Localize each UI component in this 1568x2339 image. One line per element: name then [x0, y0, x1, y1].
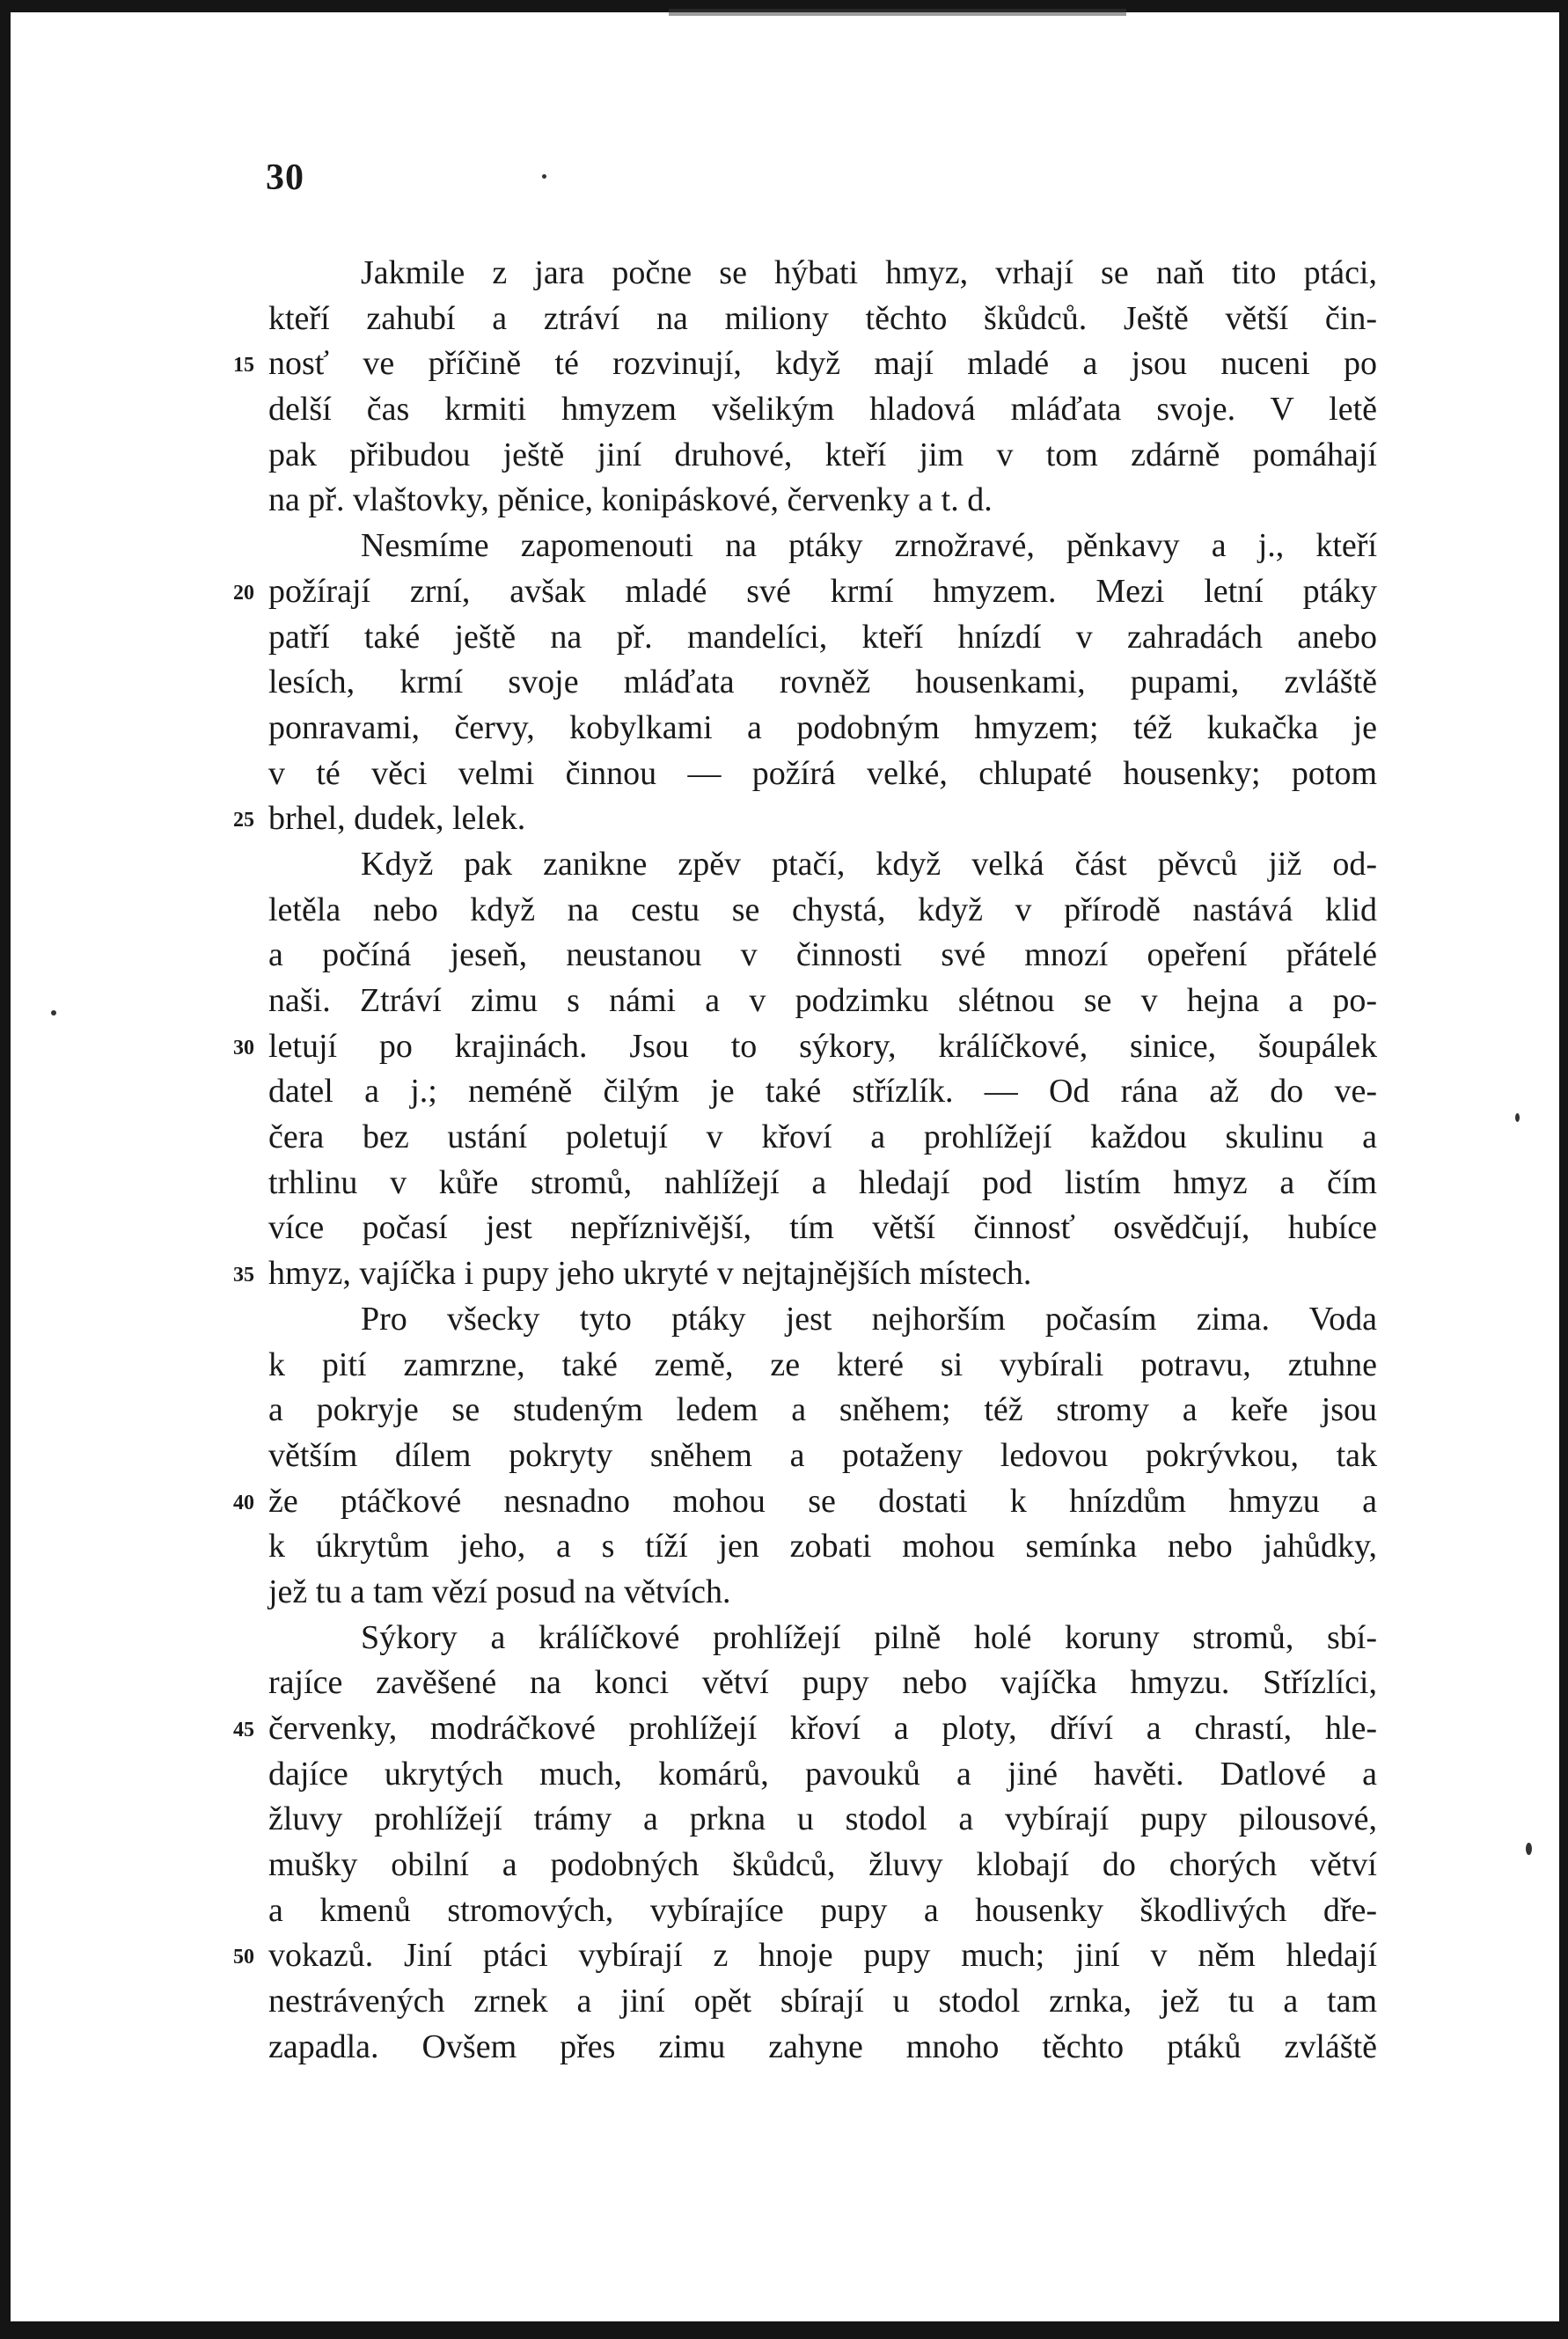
text-line-content: nosť ve příčině té rozvinují, když mají mladé a jsou nuceni po [268, 345, 1377, 383]
text-line-content: Když pak zanikne zpěv ptačí, když velká část pěvců již od- [361, 845, 1377, 883]
text-line-content: větším dílem pokryty sněhem a potaženy ledovou pokrývkou, tak [268, 1436, 1377, 1474]
text-line-content: datel a j.; neméně čilým je také střízlík. — Od rána až do ve- [268, 1073, 1377, 1111]
text-line [233, 1024, 1377, 1070]
text-line [268, 1616, 1377, 1661]
text-line-content: že ptáčkové nesnadno mohou se dostati k hnízdům hmyzu a [268, 1482, 1377, 1520]
body-text [233, 251, 1377, 2071]
text-line-content: ponravami, červy, kobylkami a podobným hmyzem; též kukačka je [268, 708, 1377, 746]
text-line [268, 1979, 1377, 2025]
text-line [233, 1706, 1377, 1752]
text-line [268, 706, 1377, 752]
text-line [268, 1433, 1377, 1479]
text-line-content: k pití zamrzne, také země, ze které si vybírali potravu, ztuhne [268, 1345, 1377, 1383]
text-line-content: hmyz, vajíčka i pupy jeho ukryté v nejtajnějších místech. [268, 1255, 1032, 1293]
text-line [233, 569, 1377, 615]
text-line [268, 387, 1377, 433]
text-line-content: žluvy prohlížejí trámy a prkna u stodol a vybírají pupy pilousové, [268, 1800, 1377, 1838]
line-number: 25 [233, 809, 254, 832]
text-line-content: požírají zrní, avšak mladé své krmí hmyzem. Mezi letní ptáky [268, 572, 1377, 610]
text-line [233, 1933, 1377, 1979]
text-line-content: brhel, dudek, lelek. [268, 800, 526, 838]
text-line-content: a pokryje se studeným ledem a sněhem; též stromy a keře jsou [268, 1391, 1377, 1429]
speck [1515, 1113, 1520, 1122]
text-line-content: Sýkory a králíčkové prohlížejí pilně holé koruny stromů, sbí- [361, 1618, 1377, 1656]
text-line-content: pak přibudou ještě jiní druhové, kteří jim v tom zdárně pomáhají [268, 436, 1377, 473]
text-line-content: patří také ještě na př. mandelíci, kteří hnízdí v zahradách anebo [268, 618, 1377, 656]
text-line [268, 1570, 1377, 1616]
text-line-content: nestrávených zrnek a jiní opět sbírají u stodol zrnka, jež tu a tam [268, 1983, 1377, 2020]
text-line [268, 1343, 1377, 1389]
text-line [268, 1797, 1377, 1843]
text-line [268, 979, 1377, 1024]
scan-smudge [669, 9, 1126, 16]
text-line [268, 842, 1377, 888]
text-line [268, 251, 1377, 297]
text-line-content: čera bez ustání poletují v křoví a prohlížejí každou skulinu a [268, 1118, 1377, 1156]
speck [51, 1010, 56, 1016]
text-line [268, 1388, 1377, 1433]
text-line [268, 1115, 1377, 1161]
text-line [268, 478, 1377, 524]
text-line [268, 1069, 1377, 1115]
line-number: 20 [233, 581, 254, 605]
text-line-content: lesích, krmí svoje mláďata rovněž housenkami, pupami, zvláště [268, 664, 1377, 701]
text-line [268, 1524, 1377, 1570]
text-line-content: a počíná jeseň, neustanou v činnosti své mnozí opeření přátelé [268, 936, 1377, 974]
text-line-content: rajíce zavěšené na konci větví pupy nebo vajíčka hmyzu. Střízlíci, [268, 1664, 1377, 1702]
text-line-content: k úkrytům jeho, a s tíží jen zobati mohou semínka nebo jahůdky, [268, 1528, 1377, 1565]
line-number: 50 [233, 1946, 254, 1969]
text-line-content: delší čas krmiti hmyzem všelikým hladová mláďata svoje. V letě [268, 391, 1377, 429]
text-line-content: Nesmíme zapomenouti na ptáky zrnožravé, pěnkavy a j., kteří [361, 527, 1377, 565]
text-line [233, 1479, 1377, 1525]
text-line [268, 888, 1377, 934]
text-line-content: letují po krajinách. Jsou to sýkory, králíčkové, sinice, šoupálek [268, 1027, 1377, 1065]
text-line-content: vokazů. Jiní ptáci vybírají z hnoje pupy much; jiní v něm hledají [268, 1937, 1377, 1975]
text-line [268, 1843, 1377, 1888]
text-line-content: naši. Ztráví zimu s námi a v podzimku slétnou se v hejna a po- [268, 982, 1377, 1019]
text-line [233, 341, 1377, 387]
text-line-content: v té věci velmi činnou — požírá velké, chlupaté housenky; potom [268, 754, 1377, 792]
text-line [268, 297, 1377, 342]
text-line [268, 2025, 1377, 2071]
text-line [268, 1161, 1377, 1206]
text-line [268, 752, 1377, 797]
line-number: 45 [233, 1719, 254, 1741]
text-line-content: a kmenů stromových, vybírajíce pupy a housenky škodlivých dře- [268, 1891, 1377, 1929]
text-line-content: zapadla. Ovšem přes zimu zahyne mnoho těchto ptáků zvláště [268, 2027, 1377, 2065]
line-number: 35 [233, 1264, 254, 1287]
text-line [268, 660, 1377, 706]
text-line [268, 1297, 1377, 1343]
line-number: 40 [233, 1491, 254, 1514]
text-line [268, 1206, 1377, 1251]
text-line-content: červenky, modráčkové prohlížejí křoví a ploty, dříví a chrastí, hle- [268, 1710, 1377, 1747]
text-line [268, 1752, 1377, 1798]
text-line-content: více počasí jest nepříznivější, tím větší činnosť osvědčují, hubíce [268, 1209, 1377, 1247]
text-line-content: mušky obilní a podobných škůdců, žluvy klobají do chorých větví [268, 1846, 1377, 1884]
text-line [268, 433, 1377, 479]
text-line-content: Jakmile z jara počne se hýbati hmyz, vrhají se naň tito ptáci, [361, 254, 1377, 291]
text-line [268, 1661, 1377, 1706]
text-line [268, 1888, 1377, 1934]
text-line [268, 615, 1377, 661]
line-number: 15 [233, 354, 254, 378]
line-number: 30 [233, 1036, 254, 1060]
text-line-content: Pro všecky tyto ptáky jest nejhorším počasím zima. Voda [361, 1300, 1377, 1338]
text-line-content: trhlinu v kůře stromů, nahlížejí a hledají pod listím hmyz a čím [268, 1163, 1377, 1201]
text-line [233, 796, 1377, 842]
speck [542, 174, 546, 179]
text-line-content: kteří zahubí a ztráví na miliony těchto škůdců. Ještě větší čin- [268, 299, 1377, 337]
text-line [268, 933, 1377, 979]
text-line-content: letěla nebo když na cestu se chystá, když v přírodě nastává klid [268, 891, 1377, 928]
text-line-content: dajíce ukrytých much, komárů, pavouků a jiné havěti. Datlové a [268, 1755, 1377, 1793]
text-line-content: jež tu a tam vězí posud na větvích. [268, 1573, 731, 1610]
text-line [268, 524, 1377, 569]
text-line [233, 1251, 1377, 1297]
speck [1526, 1843, 1532, 1855]
text-line-content: na př. vlaštovky, pěnice, konipáskové, červenky a t. d. [268, 481, 993, 519]
page-number: 30 [266, 158, 304, 198]
